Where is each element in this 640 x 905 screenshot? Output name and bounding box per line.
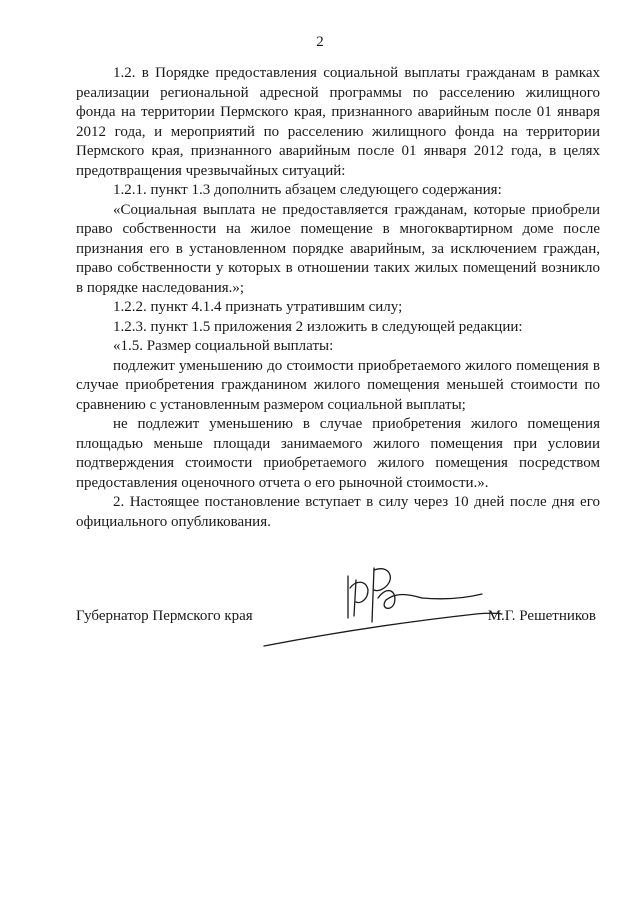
paragraph-1-5-no-reduce: не подлежит уменьшению в случае приобретения жилого помещения площадью меньше площади занимаемого жилого помещения при условии подтверждения стоимости приобретаемого жилого помещения посредством предоставления оценочного отчета о его рыночной стоимости.».	[76, 416, 600, 491]
paragraph-1-5-heading: «1.5. Размер социальной выплаты:	[113, 338, 334, 354]
paragraph-1-2-3: 1.2.3. пункт 1.5 приложения 2 изложить в следующей редакции:	[113, 318, 523, 335]
page-number: 2	[316, 34, 324, 50]
paragraph-2: 2. Настоящее постановление вступает в силу через 10 дней после дня его официального опубликования.	[76, 494, 600, 530]
paragraph-1-2-1-quote: «Социальная выплата не предоставляется гражданам, которые приобрели право собственности на жилое помещение в многоквартирном доме после признания его в установленном порядке аварийным, за исключением граждан, право собственности у которых в отношении таких жилых помещений возникло в порядке наследования.»;	[76, 201, 600, 296]
signer-title: Губернатор Пермского края	[76, 608, 253, 624]
signature-block	[76, 600, 600, 660]
paragraph-1-2-2: 1.2.2. пункт 4.1.4 признать утратившим силу;	[113, 299, 403, 315]
paragraph-1-5-reduce: подлежит уменьшению до стоимости приобретаемого жилого помещения в случае приобретения гражданином жилого помещения меньшей стоимости по сравнению с установленным размером социальной выплаты;	[76, 357, 600, 413]
signer-name: М.Г. Решетников	[487, 608, 596, 624]
paragraph-1-2: 1.2. в Порядке предоставления социальной выплаты гражданам в рамках реализации региональной адресной программы по расселению жилищного фонда на территории Пермского края, признанного аварийным после 01 января 2012 года, и мероприятий по расселению жилищного фонда на территории Пермского края, признанного аварийным после 01 января 2012 года, в целях предотвращения чрезвычайных ситуаций:	[76, 65, 600, 179]
paragraph-1-2-1: 1.2.1. пункт 1.3 дополнить абзацем следующего содержания:	[113, 182, 502, 198]
document-body	[76, 64, 600, 532]
handwritten-signature	[256, 558, 516, 653]
